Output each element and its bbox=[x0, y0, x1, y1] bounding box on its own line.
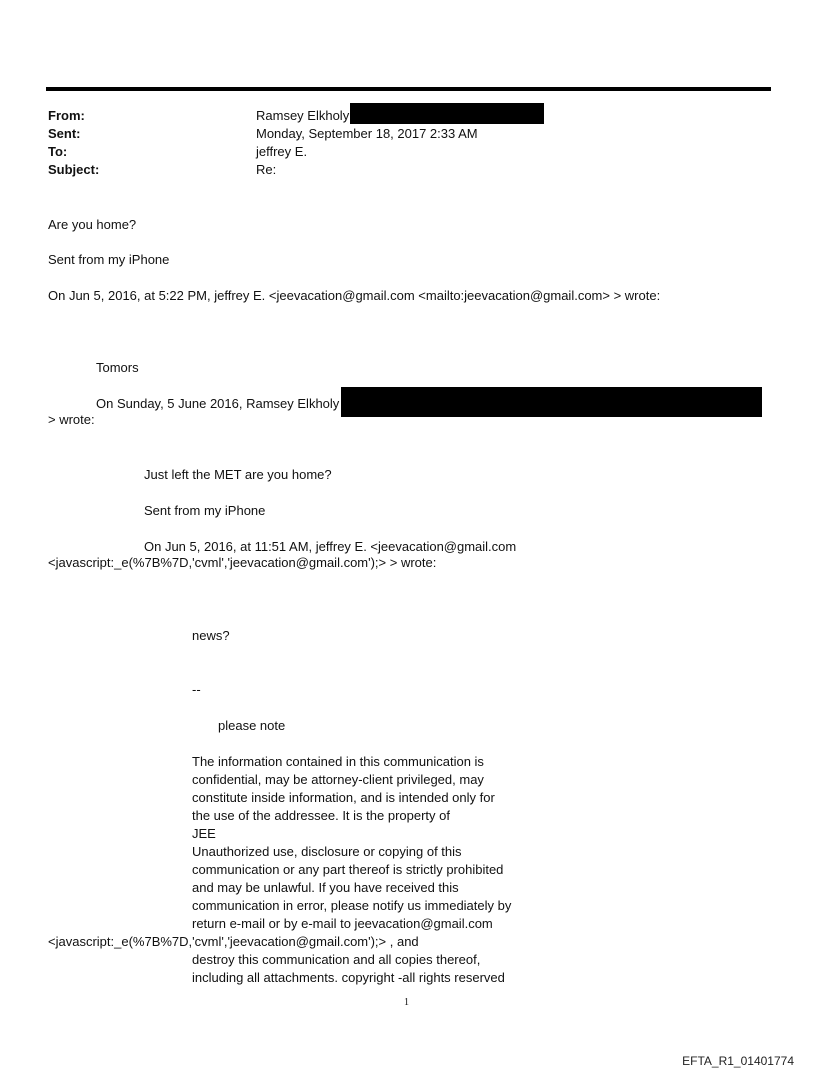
page-number: 1 bbox=[404, 997, 409, 1008]
quoted-line: Tomors bbox=[96, 360, 139, 375]
to-value: jeffrey E. bbox=[256, 144, 308, 159]
quoted-line: Just left the MET are you home? bbox=[144, 467, 332, 482]
signature-line: Sent from my iPhone bbox=[144, 503, 266, 518]
disclaimer-line: the use of the addressee. It is the property of bbox=[192, 808, 450, 823]
disclaimer-line: <javascript:_e(%7B%7D,'cvml','jeevacation@gmail.com');> , and bbox=[48, 934, 419, 949]
quote-header-cont: <javascript:_e(%7B%7D,'cvml','jeevacation@gmail.com');> > wrote: bbox=[48, 555, 437, 570]
to-label: To: bbox=[48, 144, 68, 159]
signature-separator: -- bbox=[192, 682, 201, 697]
note-heading: please note bbox=[218, 718, 286, 733]
disclaimer-line: communication or any part thereof is strictly prohibited bbox=[192, 862, 504, 877]
quote-header: On Jun 5, 2016, at 5:22 PM, jeffrey E. <jeevacation@gmail.com <mailto:jeevacation@gmail.com> > wrote: bbox=[48, 288, 661, 303]
document-id: EFTA_R1_01401774 bbox=[682, 1054, 794, 1068]
quote-header: On Sunday, 5 June 2016, Ramsey Elkholy bbox=[96, 396, 340, 411]
disclaimer-line: including all attachments. copyright -all rights reserved bbox=[192, 970, 505, 985]
subject-label: Subject: bbox=[48, 162, 100, 177]
redaction-box bbox=[341, 387, 762, 417]
disclaimer-line: The information contained in this communication is bbox=[192, 754, 484, 769]
disclaimer-line: confidential, may be attorney-client privileged, may bbox=[192, 772, 484, 787]
disclaimer-line: and may be unlawful. If you have received this bbox=[192, 880, 459, 895]
quote-header: On Jun 5, 2016, at 11:51 AM, jeffrey E. <jeevacation@gmail.com bbox=[144, 539, 517, 554]
disclaimer-line: communication in error, please notify us immediately by bbox=[192, 898, 512, 913]
from-value: Ramsey Elkholy bbox=[256, 108, 350, 123]
disclaimer-line: destroy this communication and all copies thereof, bbox=[192, 952, 481, 967]
redaction-box bbox=[350, 103, 544, 124]
from-label: From: bbox=[48, 108, 85, 123]
sent-label: Sent: bbox=[48, 126, 81, 141]
disclaimer-line: constitute inside information, and is intended only for bbox=[192, 790, 495, 805]
quote-header-cont: > wrote: bbox=[48, 412, 95, 427]
disclaimer-line: return e-mail or by e-mail to jeevacation@gmail.com bbox=[192, 916, 493, 931]
disclaimer-line: JEE bbox=[192, 826, 216, 841]
body-line: Are you home? bbox=[48, 217, 137, 232]
subject-value: Re: bbox=[256, 162, 277, 177]
header-rule bbox=[46, 87, 771, 91]
disclaimer-line: Unauthorized use, disclosure or copying of this bbox=[192, 844, 462, 859]
quoted-line: news? bbox=[192, 628, 230, 643]
signature-line: Sent from my iPhone bbox=[48, 252, 170, 267]
sent-value: Monday, September 18, 2017 2:33 AM bbox=[256, 126, 478, 141]
